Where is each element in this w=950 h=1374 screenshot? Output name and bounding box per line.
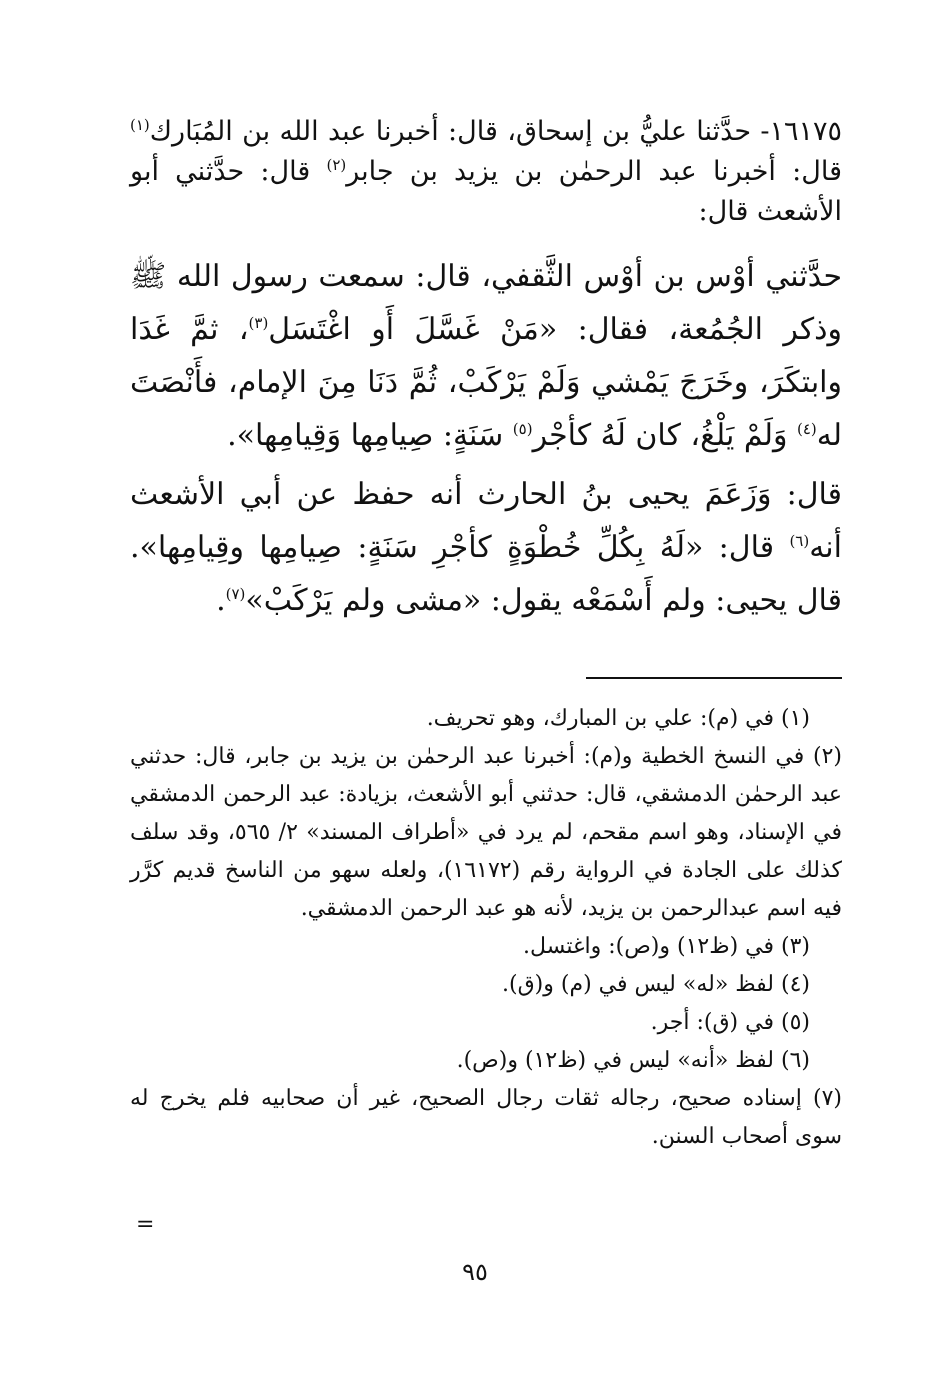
footnote-6: (٦) لفظ «أنه» ليس في (ظ١٢) و(ص). — [456, 1048, 810, 1073]
hadith-number: ١٦١٧٥ — [769, 116, 842, 147]
footnotes — [130, 700, 842, 1156]
footnote-7: (٧) إسناده صحيح، رجاله ثقات رجال الصحيح، غير أن صحابيه فلم يخرج له سوى أصحاب السنن. — [130, 1086, 842, 1149]
hadith-addendum — [130, 468, 842, 627]
hadith-block — [130, 112, 842, 627]
footnote-4: (٤) لفظ «له» ليس في (م) و(ق). — [502, 972, 810, 997]
isnad-text-3: قال: حدَّثني أبو الأشعث قال: — [130, 156, 842, 227]
footnote-ref-3[interactable]: (٣) — [248, 314, 269, 332]
matn-text-3: وَلَمْ يَلْغُ، كان لَهُ كأجْر — [532, 418, 797, 453]
matn-text-4: سَنَةٍ: صِيامِها وَقِيامِها». — [227, 418, 513, 453]
footnote-3: (٣) في (ظ١٢) و(ص): واغتسل. — [523, 934, 810, 959]
isnad-text-1: - حدَّثنا عليُّ بن إسحاق، قال: أخبرنا عبد الله بن المُبَارك — [149, 116, 770, 147]
addendum-end: . — [216, 583, 226, 618]
footnote-ref-4[interactable]: (٤) — [796, 420, 817, 438]
footnote-divider — [586, 677, 842, 679]
footnote-1: (١) في (م): علي بن المبارك، وهو تحريف. — [426, 706, 810, 731]
footnote-2: (٢) في النسخ الخطية و(م): أخبرنا عبد الرحمٰن بن يزيد بن جابر، قال: حدثني عبد الرحمٰن الدمشقي، قال: حدثني أبو الأشعث، بزيادة: عبد الرحمن الدمشقي في الإسناد، وهو اسم مقحم، لم يرد في «أطراف المسند» ٢/ ٥٦٥، وقد سلف كذلك على الجادة في الرواية رقم (١٦١٧٢)، ولعله سهو من الناسخ قديم كرَّر فيه اسم عبدالرحمن بن يزيد، لأنه هو عبد الرحمن الدمشقي. — [130, 744, 843, 921]
hadith-matn — [130, 250, 842, 462]
footnote-ref-2[interactable]: (٢) — [326, 156, 347, 174]
addendum-text-2: قال: «لَهُ بِكُلِّ خُطْوَةٍ كأجْرِ سَنَةٍ: صِيامِها وقِيامِها». قال يحيى: ولم أَسْمَعْه يقول: «مشى ولم يَرْكَبْ» — [130, 530, 842, 618]
matn-text-1: حدَّثني أوْس بن أوْس الثَّقفي، قال: سمعت رسول الله ﷺ وذكر الجُمُعة، فقال: «مَنْ غَسَّلَ أَو اغْتَسَل — [130, 259, 842, 347]
footnote-5: (٥) في (ق): أجر. — [650, 1010, 810, 1035]
footnote-ref-5[interactable]: (٥) — [512, 420, 533, 438]
hadith-isnad — [130, 112, 842, 232]
isnad-text-2: قال: أخبرنا عبد الرحمٰن بن يزيد بن جابر — [346, 156, 842, 187]
continuation-mark: = — [136, 1212, 155, 1237]
footnote-ref-1[interactable]: (١) — [130, 116, 150, 134]
footnote-ref-6[interactable]: (٦) — [789, 532, 810, 550]
footnote-ref-7[interactable]: (٧) — [225, 585, 246, 603]
addendum-text-1: قال: وَزَعَمَ يحيى بنُ الحارث أنه حفظ عن أبي الأشعث أنه — [130, 477, 842, 565]
matn-text-2: ، ثمَّ غَدَا وابتكَرَ، وخَرَجَ يَمْشي وَلَمْ يَرْكَبْ، ثُمَّ دَنَا مِنَ الإمام، فأَنْصَتَ له — [130, 312, 842, 453]
page-number: ٩٥ — [462, 1258, 488, 1286]
